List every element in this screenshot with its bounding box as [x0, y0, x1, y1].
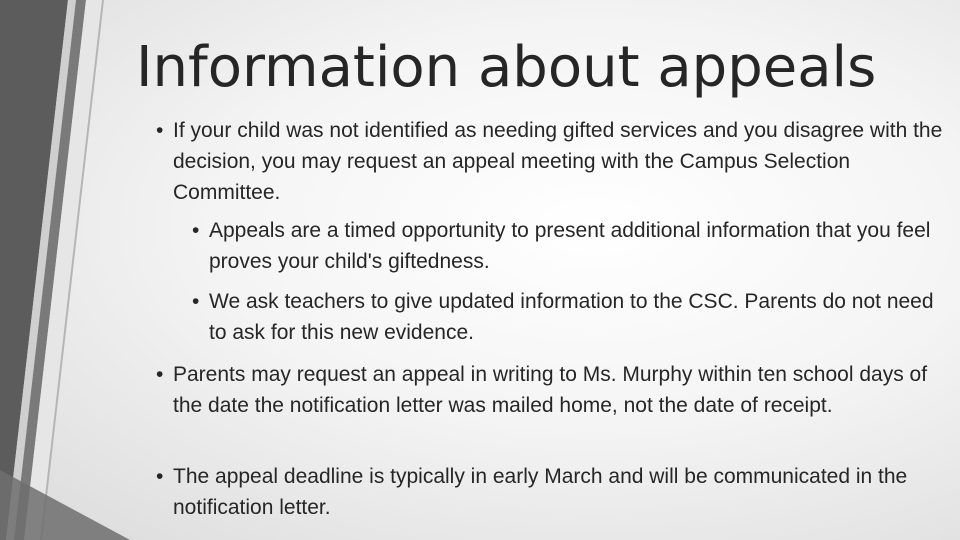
bullet-text: We ask teachers to give updated information to the CSC. Parents do not need to ask for this new evidence. — [209, 290, 934, 344]
slide-title: Information about appeals — [136, 35, 877, 100]
bullet-dot-icon: • — [192, 219, 200, 242]
bullet-dot-icon: • — [156, 363, 164, 386]
bullet-dot-icon: • — [156, 465, 164, 488]
bullet-text: If your child was not identified as needing gifted services and you disagree with the decision, you may request an appeal meeting with the Campus Selection Committee. — [173, 119, 943, 204]
bullet-item-level2 — [192, 215, 939, 277]
bullet-text: Parents may request an appeal in writing to Ms. Murphy within ten school days of the date the notification letter was mailed home, not the date of receipt. — [173, 363, 928, 417]
bullet-item-level2 — [192, 286, 939, 348]
bullet-text: Appeals are a timed opportunity to present additional information that you feel proves your child's giftedness. — [209, 219, 931, 273]
bullet-item-level1 — [156, 461, 943, 523]
bullet-dot-icon: • — [156, 119, 164, 142]
bullet-dot-icon: • — [192, 290, 200, 313]
slide-decoration — [0, 0, 140, 540]
decor-bottom-wedge — [0, 470, 130, 540]
bullet-item-level1 — [156, 359, 943, 421]
bullet-text: The appeal deadline is typically in early March and will be communicated in the notification letter. — [173, 465, 908, 519]
bullet-item-level1 — [156, 115, 943, 208]
